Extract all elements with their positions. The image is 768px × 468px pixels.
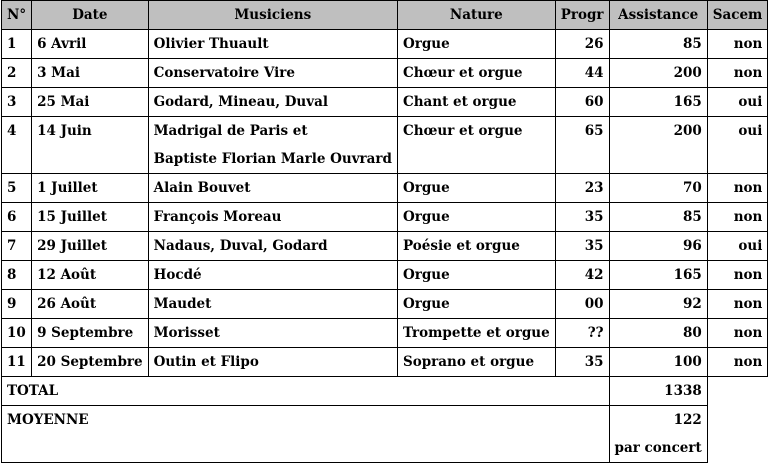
- cell-assistance: 96: [609, 232, 707, 261]
- cell-number: 4: [2, 117, 32, 174]
- cell-musiciens: Alain Bouvet: [148, 174, 397, 203]
- cell-progr: ??: [555, 319, 609, 348]
- cell-progr: 60: [555, 88, 609, 117]
- cell-assistance: 200: [609, 59, 707, 88]
- cell-date: 25 Mai: [32, 88, 149, 117]
- table-row: [2, 30, 768, 59]
- cell-musiciens: [148, 117, 397, 174]
- cell-sacem: non: [707, 203, 768, 232]
- table-row: [2, 59, 768, 88]
- header-nature: Nature: [397, 1, 555, 30]
- cell-sacem: oui: [707, 232, 768, 261]
- header-number: N°: [2, 1, 32, 30]
- cell-musiciens: Olivier Thuault: [148, 30, 397, 59]
- cell-progr: 23: [555, 174, 609, 203]
- cell-nature: Orgue: [397, 203, 555, 232]
- cell-number: 1: [2, 30, 32, 59]
- cell-date: 3 Mai: [32, 59, 149, 88]
- cell-sacem: non: [707, 59, 768, 88]
- cell-progr: 26: [555, 30, 609, 59]
- cell-nature: Chant et orgue: [397, 88, 555, 117]
- table-row: [2, 88, 768, 117]
- cell-sacem: non: [707, 261, 768, 290]
- cell-sacem: non: [707, 319, 768, 348]
- cell-number: 2: [2, 59, 32, 88]
- cell-assistance: 92: [609, 290, 707, 319]
- header-musiciens: Musiciens: [148, 1, 397, 30]
- cell-assistance: 100: [609, 348, 707, 377]
- header-progr: Progr: [555, 1, 609, 30]
- cell-musiciens: Hocdé: [148, 261, 397, 290]
- table-row: [2, 117, 768, 174]
- moyenne-row: [2, 406, 768, 463]
- cell-assistance: 85: [609, 203, 707, 232]
- table-row: [2, 261, 768, 290]
- moyenne-unit: par concert: [614, 440, 702, 456]
- cell-progr: 35: [555, 232, 609, 261]
- moyenne-value: [609, 406, 707, 463]
- cell-nature: Orgue: [397, 174, 555, 203]
- cell-assistance: 200: [609, 117, 707, 174]
- cell-musiciens: Outin et Flipo: [148, 348, 397, 377]
- table-row: [2, 290, 768, 319]
- cell-date: 29 Juillet: [32, 232, 149, 261]
- total-label: TOTAL: [2, 377, 610, 406]
- table-row: [2, 203, 768, 232]
- cell-number: 7: [2, 232, 32, 261]
- cell-nature: Trompette et orgue: [397, 319, 555, 348]
- moyenne-number: 122: [673, 412, 702, 428]
- cell-nature: Soprano et orgue: [397, 348, 555, 377]
- cell-number: 11: [2, 348, 32, 377]
- total-value: 1338: [609, 377, 707, 406]
- cell-assistance: 70: [609, 174, 707, 203]
- table-row: [2, 174, 768, 203]
- cell-nature: Poésie et orgue: [397, 232, 555, 261]
- table-row: [2, 232, 768, 261]
- cell-date: 14 Juin: [32, 117, 149, 174]
- cell-musiciens: Morisset: [148, 319, 397, 348]
- cell-sacem: non: [707, 30, 768, 59]
- concerts-table: [1, 0, 768, 463]
- cell-progr: 35: [555, 348, 609, 377]
- header-row: [2, 1, 768, 30]
- cell-progr: 44: [555, 59, 609, 88]
- cell-date: 20 Septembre: [32, 348, 149, 377]
- cell-sacem: non: [707, 348, 768, 377]
- cell-musiciens: Nadaus, Duval, Godard: [148, 232, 397, 261]
- cell-assistance: 165: [609, 88, 707, 117]
- total-row: [2, 377, 768, 406]
- cell-progr: 35: [555, 203, 609, 232]
- cell-progr: 65: [555, 117, 609, 174]
- table-row: [2, 319, 768, 348]
- cell-number: 10: [2, 319, 32, 348]
- empty-cell: [707, 406, 768, 463]
- cell-nature: Chœur et orgue: [397, 117, 555, 174]
- cell-sacem: oui: [707, 88, 768, 117]
- cell-date: 6 Avril: [32, 30, 149, 59]
- cell-nature: Orgue: [397, 261, 555, 290]
- table-row: [2, 348, 768, 377]
- cell-sacem: non: [707, 290, 768, 319]
- musiciens-line: Madrigal de Paris et: [153, 123, 308, 139]
- cell-musiciens: Maudet: [148, 290, 397, 319]
- cell-number: 9: [2, 290, 32, 319]
- cell-date: 9 Septembre: [32, 319, 149, 348]
- cell-number: 8: [2, 261, 32, 290]
- cell-sacem: oui: [707, 117, 768, 174]
- cell-assistance: 85: [609, 30, 707, 59]
- cell-progr: 00: [555, 290, 609, 319]
- moyenne-label: MOYENNE: [2, 406, 610, 463]
- cell-nature: Orgue: [397, 290, 555, 319]
- cell-nature: Orgue: [397, 30, 555, 59]
- cell-number: 3: [2, 88, 32, 117]
- musiciens-line: Baptiste Florian Marle Ouvrard: [153, 151, 392, 167]
- cell-number: 5: [2, 174, 32, 203]
- cell-progr: 42: [555, 261, 609, 290]
- cell-musiciens: Conservatoire Vire: [148, 59, 397, 88]
- cell-date: 1 Juillet: [32, 174, 149, 203]
- cell-nature: Chœur et orgue: [397, 59, 555, 88]
- header-date: Date: [32, 1, 149, 30]
- header-sacem: Sacem: [707, 1, 768, 30]
- cell-number: 6: [2, 203, 32, 232]
- cell-date: 15 Juillet: [32, 203, 149, 232]
- empty-cell: [707, 377, 768, 406]
- cell-musiciens: Godard, Mineau, Duval: [148, 88, 397, 117]
- cell-date: 26 Août: [32, 290, 149, 319]
- cell-assistance: 165: [609, 261, 707, 290]
- cell-date: 12 Août: [32, 261, 149, 290]
- cell-assistance: 80: [609, 319, 707, 348]
- header-assistance: Assistance: [609, 1, 707, 30]
- cell-sacem: non: [707, 174, 768, 203]
- cell-musiciens: François Moreau: [148, 203, 397, 232]
